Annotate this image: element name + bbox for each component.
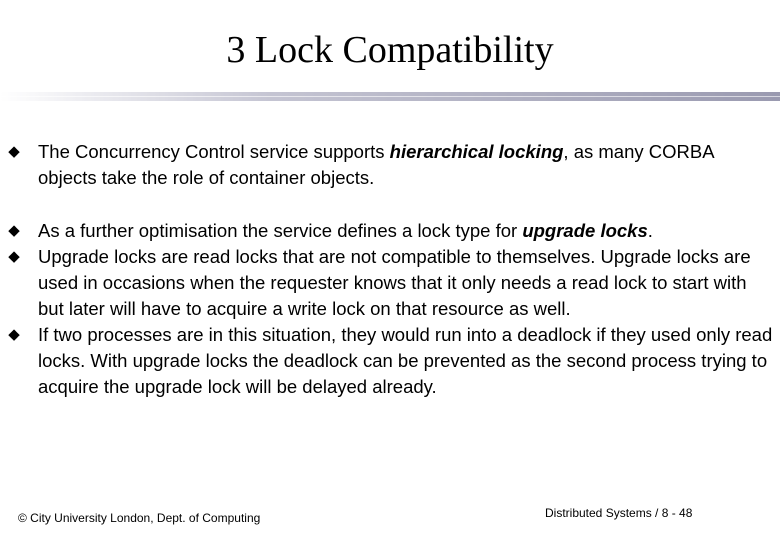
diamond-bullet-icon: ◆ xyxy=(8,248,20,265)
bullet-item xyxy=(6,244,776,322)
bullet-item xyxy=(6,218,776,244)
footer-page-number: Distributed Systems / 8 - 48 xyxy=(545,506,693,520)
title-rule xyxy=(0,92,780,101)
slide-title: 3 Lock Compatibility xyxy=(226,29,554,71)
bullet-text: . xyxy=(647,220,653,241)
diamond-bullet-icon: ◆ xyxy=(8,143,20,160)
footer-copyright: © City University London, Dept. of Computing xyxy=(18,511,261,525)
bullet-item xyxy=(6,139,776,191)
bullet-text: The Concurrency Control service supports xyxy=(38,141,390,162)
bullet-text: As a further optimisation the service defines a lock type for xyxy=(38,220,523,241)
bullet-text: Upgrade locks are read locks that are not compatible to themselves. Upgrade locks are used in occasions when the requester knows that it only needs a read lock to start with but later will have to acquire a write lock on that resource as well. xyxy=(38,246,751,319)
bullet-list xyxy=(6,139,776,400)
bullet-text: If two processes are in this situation, they would run into a deadlock if they used only read locks. With upgrade locks the deadlock can be prevented as the second process trying to acquire the upgrade lock will be delayed already. xyxy=(38,324,773,397)
bullet-text: , as many CORBA objects take the role of container objects. xyxy=(38,141,714,188)
bullet-keyword: upgrade locks xyxy=(522,220,648,241)
bullet-item xyxy=(6,322,776,400)
bullet-keyword: hierarchical locking xyxy=(389,141,564,162)
diamond-bullet-icon: ◆ xyxy=(8,326,20,343)
diamond-bullet-icon: ◆ xyxy=(8,222,20,239)
